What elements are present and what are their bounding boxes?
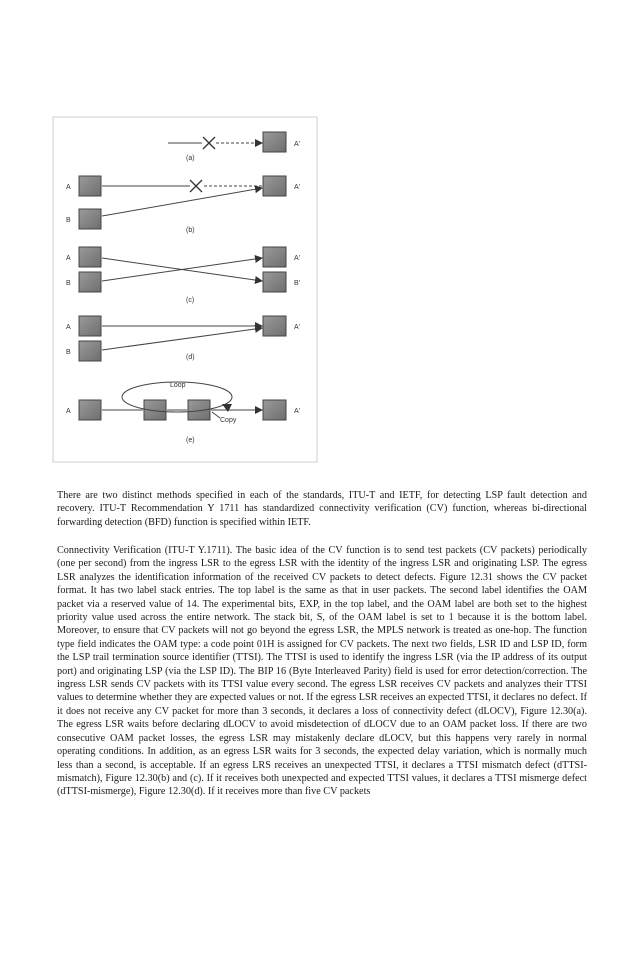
caption-c: (c) (186, 297, 195, 304)
label-a: A (66, 184, 71, 191)
label-a-prime: A' (294, 324, 301, 331)
node-a-prime (263, 316, 286, 336)
label-a-prime: A' (294, 255, 301, 262)
paragraph-intro: There are two distinct methods specified in each of the standards, ITU-T and IETF, for detecting LSP fault detection and recovery. ITU-T Recommendation Y 1711 has standardized connectivity verification (CV) function, whereas bi-directional forwarding detection (BFD) function is specified within IETF. (57, 490, 587, 528)
label-a: A (66, 255, 71, 262)
label-a: A (66, 408, 71, 415)
node-a-prime (263, 132, 286, 152)
node-a (79, 247, 101, 267)
panel-a (168, 132, 300, 162)
caption-b: (b) (186, 227, 195, 234)
loop-arrow-icon (222, 404, 232, 412)
node-a (79, 400, 101, 420)
label-b: B (66, 349, 71, 356)
caption-e: (e) (186, 437, 195, 444)
caption-a: (a) (186, 155, 195, 162)
node-a (79, 176, 101, 196)
node-b (79, 341, 101, 361)
label-a-prime: A' (294, 184, 301, 191)
label-a-prime: A' (294, 141, 301, 148)
lsp-merge-line (102, 328, 262, 350)
node-b-prime (263, 272, 286, 292)
caption-d: (d) (186, 354, 195, 361)
label-loop: Loop (170, 382, 186, 389)
label-copy: Copy (220, 417, 237, 424)
node-a (79, 316, 101, 336)
lsp-defect-figure (0, 0, 638, 470)
copy-pointer (212, 412, 220, 418)
label-b-prime: B' (294, 280, 301, 287)
panel-e (66, 382, 300, 444)
node-a-prime (263, 247, 286, 267)
node-a-prime (263, 176, 286, 196)
node-a-prime (263, 400, 286, 420)
paragraph-connectivity-verification: Connectivity Verification (ITU-T Y.1711). The basic idea of the CV function is to send test packets (CV packets) periodically (one per second) from the ingress LSR to the egress LSR with the identity of the ingress LSR and originating LSP. The egress LSR analyzes the identification information of the received CV packets to detect defects. Figure 12.31 shows the CV packet format. It has two label stack entries. The top label is the same as that in user packets. The second label identifies the OAM packet via a reserved value of 14. The experimental bits, EXP, in the top label, and the OAM label are both set to the highest priority value used across the entire network. The stack bit, S, of the OAM label is set to 1 because it is the bottom label. Moreover, to ensure that CV packets will not go beyond the egress LSR, the MPLS network is treated as one-hop. The function type field indicates the OAM type: a code point 01H is assigned for CV packets. The next two fields, LSR ID and LSP ID, form the LSP trail termination source identifier (TTSI). The TTSI is used to identify the ingress LSR (via the IP address of its output port) and originating LSP (via the LSP ID). The BIP 16 (Byte Interleaved Parity) field is used for error detection/correction. The ingress LSR sends CV packets with its TTSI value every second. The egress LSR receives CV packets and analyzes their TTSI values to determine whether they are expected values or not. If the egress LSR receives an expected TTSI, it declares no defect. If it does not receive any CV packet for more than 3 seconds, it declares a loss of connectivity defect (dLOCV), Figure 12.30(a). The egress LSR waits before declaring dLOCV to avoid misdetection of dLOCV due to an OAM packet loss. If there are two consecutive OAM packet losses, the egress LSR may mistakenly declare dLOCV, but this happens very rarely in normal operating conditions. In addition, as an egress LSR waits for 3 seconds, the expected delay variation, which is normally much less than a second, is acceptable. If an egress LRS receives an unexpected TTSI, it declares a TTSI mismatch defect (dTTSI-mismatch), Figure 12.30(b) and (c). If it receives both unexpected and expected TTSI values, it declares a TTSI mismerge defect (dTTSI-mismerge), Figure 12.30(d). If it receives more than five CV packets (57, 545, 587, 798)
panel-c (66, 247, 300, 304)
break-x-icon (203, 137, 215, 149)
label-b: B (66, 217, 71, 224)
label-b: B (66, 280, 71, 287)
label-a: A (66, 324, 71, 331)
label-a-prime: A' (294, 408, 301, 415)
node-b (79, 272, 101, 292)
panel-d (66, 316, 300, 361)
panel-b (66, 176, 300, 234)
lsp-misconnect-line (102, 188, 262, 216)
break-x-icon (190, 180, 202, 192)
node-b (79, 209, 101, 229)
